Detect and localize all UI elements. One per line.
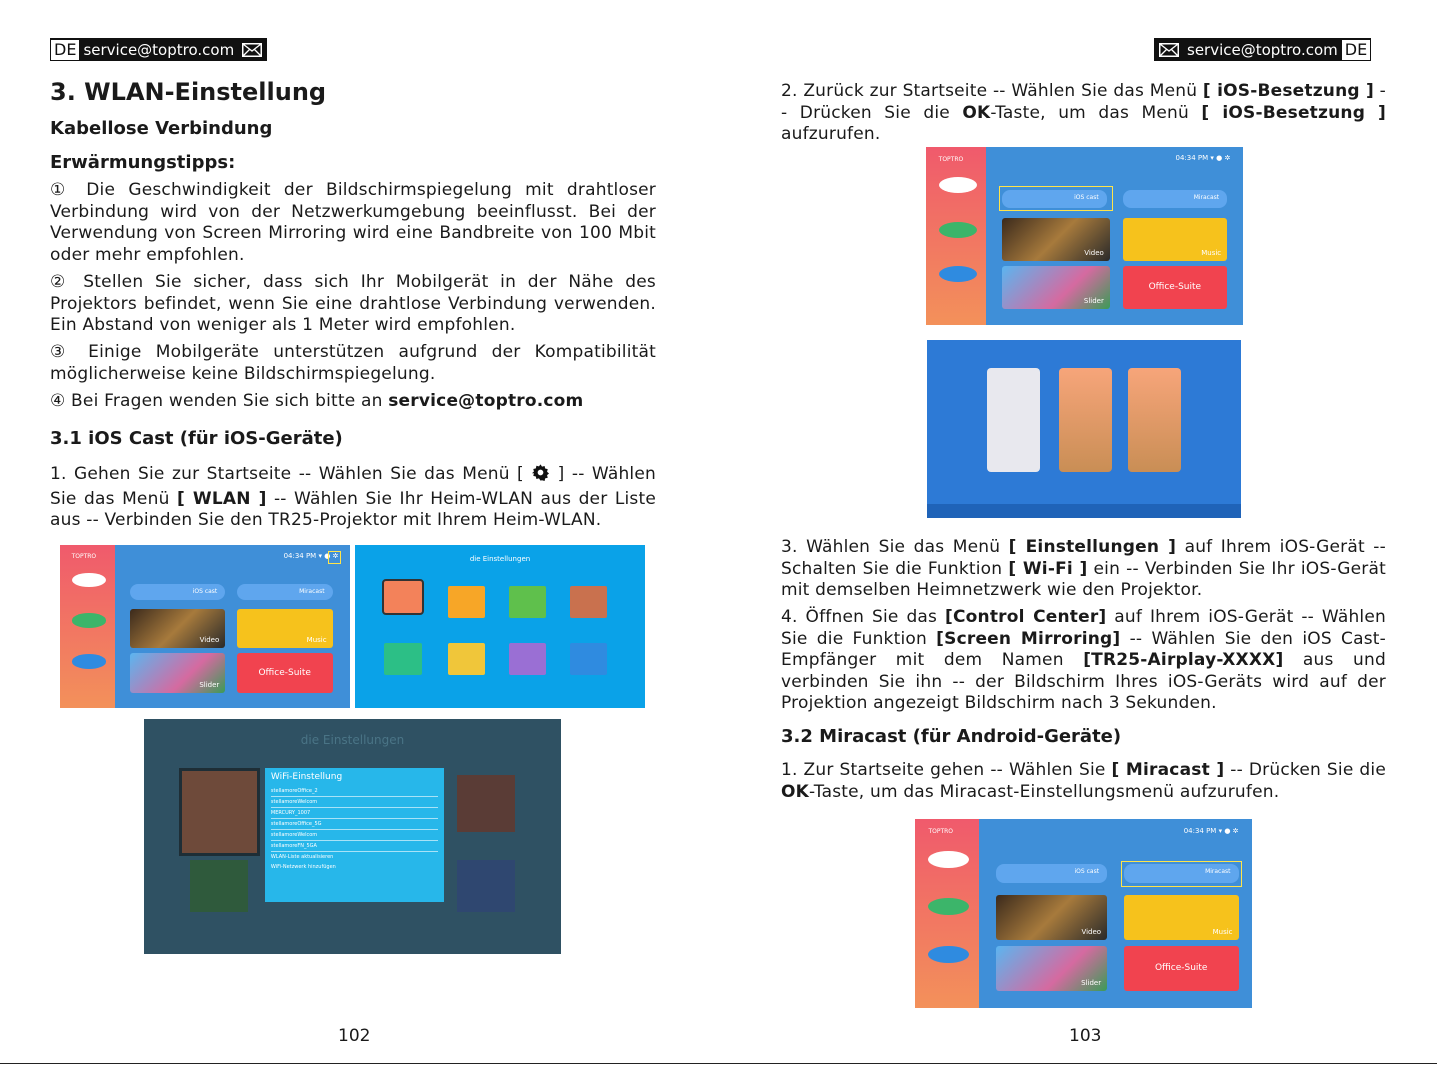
video-tile[interactable] — [1002, 218, 1110, 261]
hdmi-nav-icon — [939, 222, 977, 238]
screenshot-home-miracast — [915, 819, 1252, 1008]
tip-3: ③ Einige Mobilgeräte unterstützen aufgrund der Kompatibilität möglicherweise keine Bildschirmspiegelung. — [50, 342, 656, 384]
music-tile[interactable] — [1123, 218, 1228, 261]
email-badge-left — [50, 38, 267, 61]
status-bar: 04:34 PM ▾ ● ✲ — [283, 551, 339, 560]
tip-1: ① Die Geschwindigkeit der Bildschirmspiegelung mit drahtloser Verbindung wird von der Netzwerkumgebung beeinflusst. Bei der Verwendung von Screen Mirroring wird eine Bandbreite von 100 Mbit oder mehr empfohlen. — [50, 180, 656, 265]
support-email: service@toptro.com — [388, 391, 584, 411]
airplay-select-panel — [1128, 368, 1181, 471]
step-2-ios: [ iOS-Besetzung ] — [1202, 81, 1374, 101]
slider-tile[interactable] — [130, 653, 226, 694]
screenshot-home-ios-cast — [926, 147, 1243, 325]
video-tile[interactable] — [996, 895, 1107, 940]
step-1-wlan: [ WLAN ] — [176, 488, 267, 509]
page-title: 3. WLAN-Einstellung — [50, 78, 327, 106]
ios-cast-button[interactable]: iOS cast — [130, 584, 226, 600]
status-bar: 04:34 PM ▾ ● ✲ — [1183, 826, 1239, 835]
tile-dark-5 — [190, 860, 248, 912]
office-tile[interactable]: Office-Suite — [237, 653, 333, 694]
miracast-button[interactable]: Miracast — [237, 584, 333, 600]
screenshot-home-settings — [60, 545, 350, 708]
step-2-text-b: -- Drücken Sie die — [781, 81, 1386, 123]
step-1 — [50, 463, 656, 532]
slider-label: Slider — [1081, 978, 1102, 987]
music-tile[interactable] — [237, 609, 333, 648]
control-center-panel — [987, 368, 1040, 471]
lang-code: DE — [1342, 40, 1370, 60]
wifi-refresh-item[interactable]: WLAN-Liste aktualisieren — [270, 854, 334, 861]
screen-mirroring-panel — [1059, 368, 1112, 471]
music-label: Music — [1212, 927, 1233, 936]
screenshot-ios-control-center — [927, 340, 1241, 518]
wifi-network-item[interactable]: MERCURY_1007 — [271, 808, 438, 819]
lang-code: DE — [51, 40, 79, 60]
left-page — [0, 0, 718, 1066]
step-4-text-d: aus und verbinden Sie ihn -- der Bildschirm Ihres iOS-Geräts wird auf der Projektion angezeigt Bildschirm nach 3 Sekunden. — [781, 650, 1386, 713]
clock: 04:34 PM — [283, 551, 317, 560]
envelope-icon — [242, 43, 262, 57]
step-1-text-a: 1. Gehen Sie zur Startseite -- Wählen Sie das Menü [ — [50, 464, 532, 484]
home-nav-icon — [928, 851, 968, 868]
step-4-screen-mirroring: [Screen Mirroring] — [936, 628, 1121, 649]
clock: 04:34 PM — [1183, 826, 1217, 835]
brand-label: TOPTRO — [928, 828, 954, 836]
miracast-highlight — [1121, 861, 1242, 887]
project-mode-tile — [457, 775, 515, 831]
bluetooth-nav-icon — [72, 654, 107, 669]
step-4-text-b: auf Ihrem iOS-Gerät -- Wählen Sie die Funktion — [781, 607, 1386, 649]
section-32-heading: 3.2 Miracast (für Android-Geräte) — [781, 726, 1122, 747]
slider-tile[interactable] — [996, 946, 1107, 991]
miracast-step-1 — [781, 760, 1386, 803]
m1-text-b: -- Drücken Sie die — [1224, 760, 1386, 780]
tip-2: ② Stellen Sie sicher, dass sich Ihr Mobilgerät in der Nähe des Projektors befindet, wenn Sie eine drahtlose Verbindung verwenden. Ein Abstand von weniger als 1 Meter wird empfohlen. — [50, 272, 656, 335]
gear-icon — [531, 463, 550, 489]
miracast-button[interactable]: Miracast — [1123, 190, 1228, 208]
step-1-text-c: -- Wählen Sie Ihr Heim-WLAN aus der Liste aus -- Verbinden Sie den TR25-Projektor mit Ihrem Heim-WLAN. — [50, 488, 656, 530]
settings-tile-7[interactable] — [509, 643, 547, 676]
m1-ok: OK — [781, 781, 810, 802]
brand-label: TOPTRO — [71, 553, 97, 561]
miracast-button[interactable]: Miracast — [1124, 864, 1239, 883]
step-3-text-c: ein -- Verbinden Sie Ihr iOS-Gerät mit demselben Heimnetzwerk wie den Projektor. — [781, 558, 1386, 600]
wifi-network-item[interactable]: stellamoreOffice_5G — [271, 819, 438, 830]
settings-title-dark: die Einstellungen — [300, 733, 405, 748]
m1-miracast: [ Miracast ] — [1111, 760, 1225, 780]
tip-4-text: ④ Bei Fragen wenden Sie sich bitte an — [50, 391, 389, 411]
wifi-tile-dark — [182, 771, 257, 853]
settings-tile-2[interactable] — [448, 586, 486, 619]
settings-tile-8[interactable] — [570, 643, 608, 676]
step-3-text-b: auf Ihrem iOS-Gerät -- Schalten Sie die Funktion — [781, 537, 1386, 579]
step-2-text-c: -Taste, um das Menü — [990, 102, 1202, 123]
m1-text-a: 1. Zur Startseite gehen -- Wählen Sie — [781, 760, 1112, 780]
screenshot-settings-grid — [355, 545, 645, 708]
step-2 — [781, 81, 1386, 146]
wifi-network-item[interactable]: stellamoreFN_5GA — [271, 841, 438, 852]
clock: 04:34 PM — [1175, 154, 1209, 163]
step-3-wifi: [ Wi-Fi ] — [1008, 558, 1088, 579]
wifi-network-item[interactable]: stellamoreWelcom — [271, 797, 438, 808]
m1-text-c: -Taste, um das Miracast-Einstellungsmenü aufzurufen. — [809, 781, 1280, 802]
wifi-panel-title: WiFi-Einstellung — [270, 772, 343, 783]
step-2-ok: OK — [962, 102, 991, 123]
video-label: Video — [1081, 927, 1102, 936]
subtitle: Kabellose Verbindung — [50, 118, 273, 139]
ios-cast-button[interactable]: iOS cast — [1002, 190, 1107, 208]
step-3 — [781, 537, 1386, 602]
page-number-left: 102 — [338, 1026, 371, 1046]
slider-label: Slider — [1083, 296, 1104, 305]
step-4-receiver-name: [TR25-Airplay-XXXX] — [1083, 650, 1284, 670]
ios-status-strip — [927, 504, 1241, 518]
envelope-icon — [1159, 43, 1179, 57]
bluetooth-nav-icon — [928, 946, 968, 963]
wifi-network-item[interactable]: stellamoreWelcom — [271, 830, 438, 841]
tips-heading: Erwärmungstipps: — [50, 152, 236, 173]
office-tile[interactable]: Office-Suite — [1123, 266, 1228, 309]
video-label: Video — [1084, 248, 1104, 257]
tile-dark-8 — [457, 860, 515, 912]
settings-tile-4[interactable] — [570, 586, 608, 619]
slider-tile[interactable] — [1002, 266, 1110, 309]
music-tile[interactable] — [1124, 895, 1239, 940]
wifi-network-item[interactable]: stellamoreOffice_2 — [271, 786, 438, 797]
ios-cast-highlight — [999, 186, 1113, 211]
step-4 — [781, 607, 1386, 715]
right-page — [718, 0, 1437, 1066]
step-4-control-center: [Control Center] — [945, 607, 1107, 627]
page-number-right: 103 — [1069, 1026, 1102, 1046]
brand-label: TOPTRO — [938, 155, 964, 163]
settings-tile-6[interactable] — [448, 643, 486, 676]
slider-label: Slider — [199, 681, 220, 690]
office-tile[interactable]: Office-Suite — [1124, 946, 1239, 991]
screenshot-wifi-list — [144, 719, 561, 954]
video-label: Video — [199, 635, 220, 644]
step-1-text-b: ] -- Wählen Sie das Menü — [50, 464, 656, 509]
step-4-text-a: 4. Öffnen Sie das — [781, 607, 946, 627]
music-label: Music — [306, 635, 327, 644]
step-2-text-d: aufzurufen. — [781, 124, 881, 144]
settings-tile-3[interactable] — [509, 586, 547, 619]
step-3-settings: [ Einstellungen ] — [1008, 537, 1177, 557]
bottom-rule — [0, 1063, 1437, 1064]
wifi-panel — [265, 768, 444, 902]
tip-4 — [50, 391, 656, 413]
email-badge-right — [1154, 38, 1371, 61]
music-label: Music — [1201, 248, 1222, 257]
settings-title: die Einstellungen — [469, 554, 531, 563]
wifi-add-item[interactable]: WiFi-Netzwerk hinzufügen — [270, 864, 336, 871]
email-address: service@toptro.com — [83, 40, 235, 59]
step-4-text-c: -- Wählen Sie den iOS Cast-Empfänger mit dem Namen — [781, 628, 1386, 670]
ios-cast-button[interactable]: iOS cast — [996, 864, 1107, 883]
step-2-text-a: 2. Zurück zur Startseite -- Wählen Sie das Menü — [781, 81, 1203, 101]
video-tile[interactable] — [130, 609, 226, 648]
step-3-text-a: 3. Wählen Sie das Menü — [781, 537, 1009, 557]
section-31-heading: 3.1 iOS Cast (für iOS-Geräte) — [50, 428, 343, 449]
email-address: service@toptro.com — [1187, 40, 1338, 59]
settings-highlight — [328, 551, 341, 564]
settings-tile-5[interactable] — [384, 643, 422, 676]
wifi-settings-tile[interactable] — [384, 581, 422, 614]
step-2-ios-2: [ iOS-Besetzung ] — [1201, 102, 1387, 123]
status-bar: 04:34 PM ▾ ● ✲ — [1175, 154, 1231, 163]
